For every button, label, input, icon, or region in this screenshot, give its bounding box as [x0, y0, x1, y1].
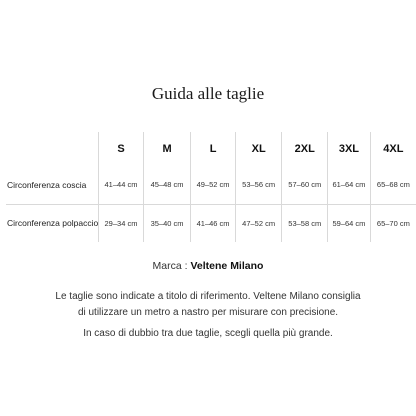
table-cell: 65–70 cm: [370, 204, 416, 242]
note-line: In caso di dubbio tra due taglie, scegli quella più grande.: [83, 328, 333, 339]
size-header-4xl: 4XL: [370, 132, 416, 166]
table-cell: 49–52 cm: [191, 166, 236, 204]
size-header-xl: XL: [235, 132, 282, 166]
table-row-calf: [6, 204, 416, 242]
brand-label: Marca: [152, 260, 182, 272]
header-corner: [6, 132, 99, 166]
table-cell: 29–34 cm: [99, 204, 144, 242]
size-header-s: S: [99, 132, 144, 166]
reference-note: [0, 289, 416, 321]
table-cell: 41–46 cm: [191, 204, 236, 242]
brand-line: [0, 260, 416, 272]
size-header-2xl: 2XL: [282, 132, 328, 166]
table-cell: 53–58 cm: [282, 204, 328, 242]
page-title: Guida alle taglie: [151, 84, 265, 103]
brand-name: Veltene Milano: [190, 260, 264, 272]
table-cell: 61–64 cm: [328, 166, 371, 204]
size-header-m: M: [143, 132, 191, 166]
note-line: Le taglie sono indicate a titolo di riferimento. Veltene Milano consiglia: [55, 291, 361, 302]
table-row-thigh: [6, 166, 416, 204]
table-cell: 47–52 cm: [235, 204, 282, 242]
table-cell: 53–56 cm: [235, 166, 282, 204]
note-line: di utilizzare un metro a nastro per misurare con precisione.: [77, 307, 339, 318]
table-cell: 57–60 cm: [282, 166, 328, 204]
table-cell: 59–64 cm: [328, 204, 371, 242]
table-cell: 65–68 cm: [370, 166, 416, 204]
row-label-calf: Circonferenza polpaccio: [6, 204, 99, 242]
row-label-thigh: Circonferenza coscia: [7, 179, 87, 190]
table-cell: 45–48 cm: [143, 166, 191, 204]
table-cell: 41–44 cm: [99, 166, 144, 204]
brand-separator: :: [184, 260, 188, 272]
table-cell: 35–40 cm: [143, 204, 191, 242]
size-header-l: L: [191, 132, 236, 166]
size-chart-table: [6, 132, 416, 242]
size-advice-note: [0, 326, 416, 342]
size-header-3xl: 3XL: [328, 132, 371, 166]
size-header-row: [6, 132, 416, 166]
